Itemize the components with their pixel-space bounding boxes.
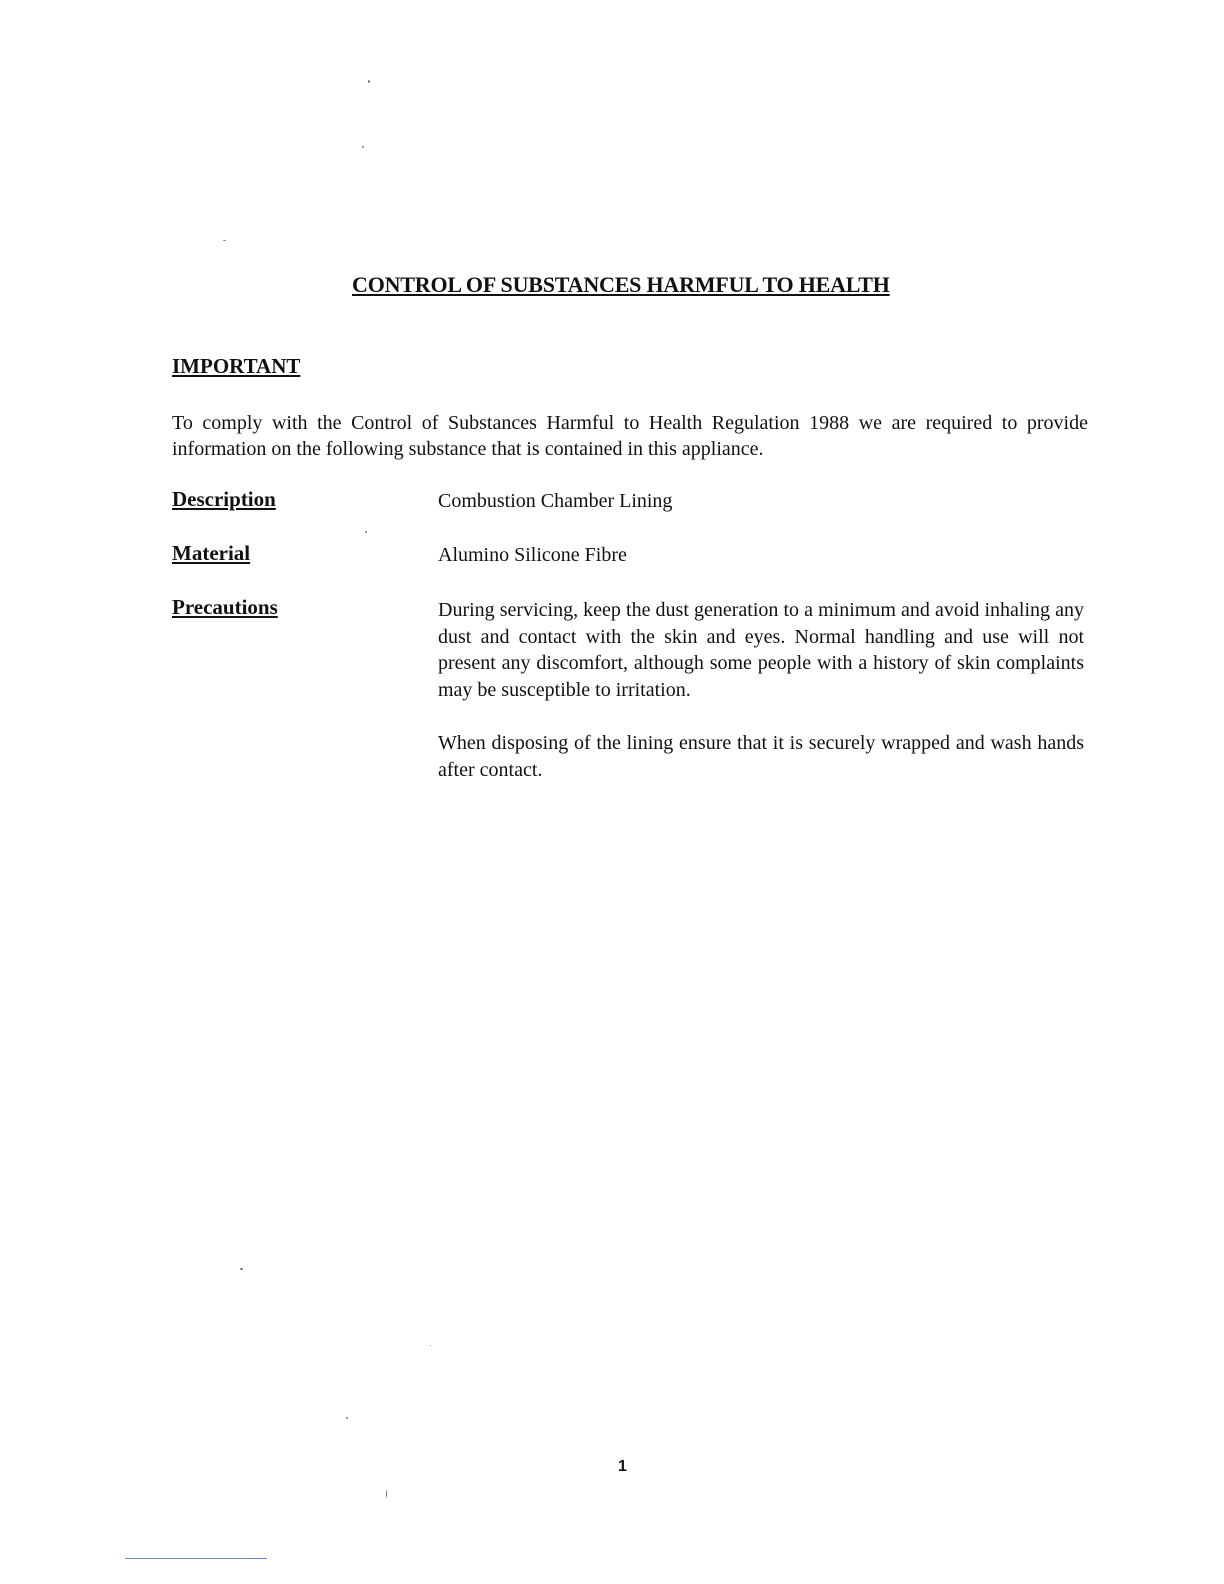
document-title: CONTROL OF SUBSTANCES HARMFUL TO HEALTH — [352, 272, 890, 297]
precautions-paragraph-handling: During servicing, keep the dust generation to a minimum and avoid inhaling any dust and contact with the skin and eyes. Normal handling and use will not present any discomfort, although some people with a history of skin complaints may be susceptible to irritation. — [438, 599, 1084, 701]
scan-speck — [362, 146, 364, 148]
page-number: 1 — [618, 1458, 627, 1475]
scan-speck — [223, 240, 226, 241]
description-label: Description — [172, 487, 276, 511]
scan-speck — [368, 80, 370, 83]
scan-edge-line — [125, 1558, 267, 1559]
scan-speck — [240, 1268, 243, 1270]
scan-speck — [430, 1345, 431, 1346]
precautions-label: Precautions — [172, 595, 278, 619]
scan-speck — [346, 1417, 348, 1419]
material-value: Alumino Silicone Fibre — [438, 544, 627, 566]
material-label: Material — [172, 541, 251, 565]
intro-paragraph: To comply with the Control of Substances Harmful to Health Regulation 1988 we are required to provide information on the following substance that is contained in this appliance. — [172, 412, 1088, 460]
scan-speck — [365, 531, 367, 533]
important-heading: IMPORTANT — [172, 354, 301, 378]
description-value: Combustion Chamber Lining — [438, 490, 673, 512]
scan-speck — [386, 1490, 387, 1498]
precautions-paragraph-disposal: When disposing of the lining ensure that it is securely wrapped and wash hands after contact. — [438, 732, 1084, 781]
